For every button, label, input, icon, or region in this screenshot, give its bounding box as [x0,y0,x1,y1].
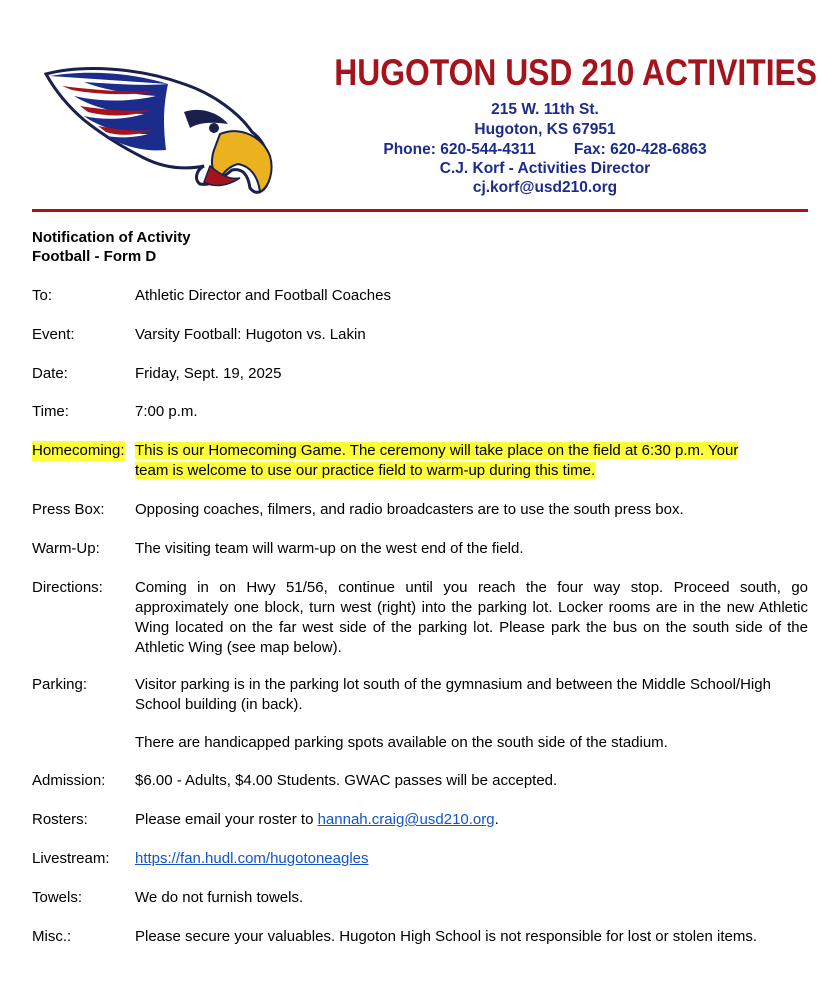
row-value [135,849,808,869]
row-label: Homecoming: [32,442,125,459]
row-label: Towels: [32,889,83,906]
row-label: Warm-Up: [32,540,100,557]
row-value: Varsity Football: Hugoton vs. Lakin [135,326,366,343]
address-city: Hugoton, KS 67951 [474,121,616,138]
row-value [135,441,808,481]
row-value [135,810,808,830]
homecoming-line-2: team is welcome to use our practice field to warm-up during this time. [135,462,596,479]
row-label: Rosters: [32,811,88,828]
row-label: Time: [32,403,69,420]
row-label: Admission: [32,772,106,789]
row-value: 7:00 p.m. [135,403,198,420]
rosters-text: Please email your roster to [135,811,318,828]
homecoming-line-1: This is our Homecoming Game. The ceremony will take place on the field at 6:30 p.m. Your [135,442,739,459]
phone-number: Phone: 620-544-4311 [383,141,536,158]
eagle-mascot-icon [44,62,274,200]
row-value: There are handicapped parking spots available on the south side of the stadium. [135,734,668,751]
address-street: 215 W. 11th St. [491,101,599,118]
row-value: Opposing coaches, filmers, and radio broadcasters are to use the south press box. [135,501,684,518]
row-label: Misc.: [32,928,72,945]
phone-fax-line [330,140,760,160]
row-label: To: [32,287,53,304]
director-email: cj.korf@usd210.org [472,179,618,196]
row-value: Friday, Sept. 19, 2025 [135,365,282,382]
roster-email-link[interactable]: hannah.craig@usd210.org [317,811,495,828]
row-value: Athletic Director and Football Coaches [135,287,391,304]
row-value: The visiting team will warm-up on the west end of the field. [135,540,524,557]
header-divider [32,209,808,212]
livestream-link[interactable]: https://fan.hudl.com/hugotoneagles [135,850,369,867]
notice-heading: Notification of Activity [32,229,191,246]
row-label: Directions: [32,579,103,596]
row-label: Parking: [32,676,88,693]
row-label: Livestream: [32,850,110,867]
row-label: Press Box: [32,501,105,518]
notice-subheading: Football - Form D [32,248,157,265]
rosters-suffix: . [494,811,499,828]
row-value: Please secure your valuables. Hugoton High School is not responsible for lost or stolen items. [135,928,757,945]
fax-number: Fax: 620-428-6863 [573,141,707,158]
page-title: HUGOTON USD 210 ACTIVITIES [334,52,818,93]
row-label: Event: [32,326,75,343]
row-value: $6.00 - Adults, $4.00 Students. GWAC passes will be accepted. [135,772,558,789]
row-value: Coming in on Hwy 51/56, continue until you reach the four way stop. Proceed south, go approximately one block, turn west (right) into the parking lot. Locker rooms are in the new Athletic Wing located on the far west side of the parking lot. Please park the bus on the south side of the Athletic Wing (see map below). [135,579,808,656]
director-name: C.J. Korf - Activities Director [439,160,651,177]
row-label: Date: [32,365,68,382]
row-value: Visitor parking is in the parking lot south of the gymnasium and between the Middle School/High School building (in back). [135,676,771,713]
row-value: We do not furnish towels. [135,889,304,906]
